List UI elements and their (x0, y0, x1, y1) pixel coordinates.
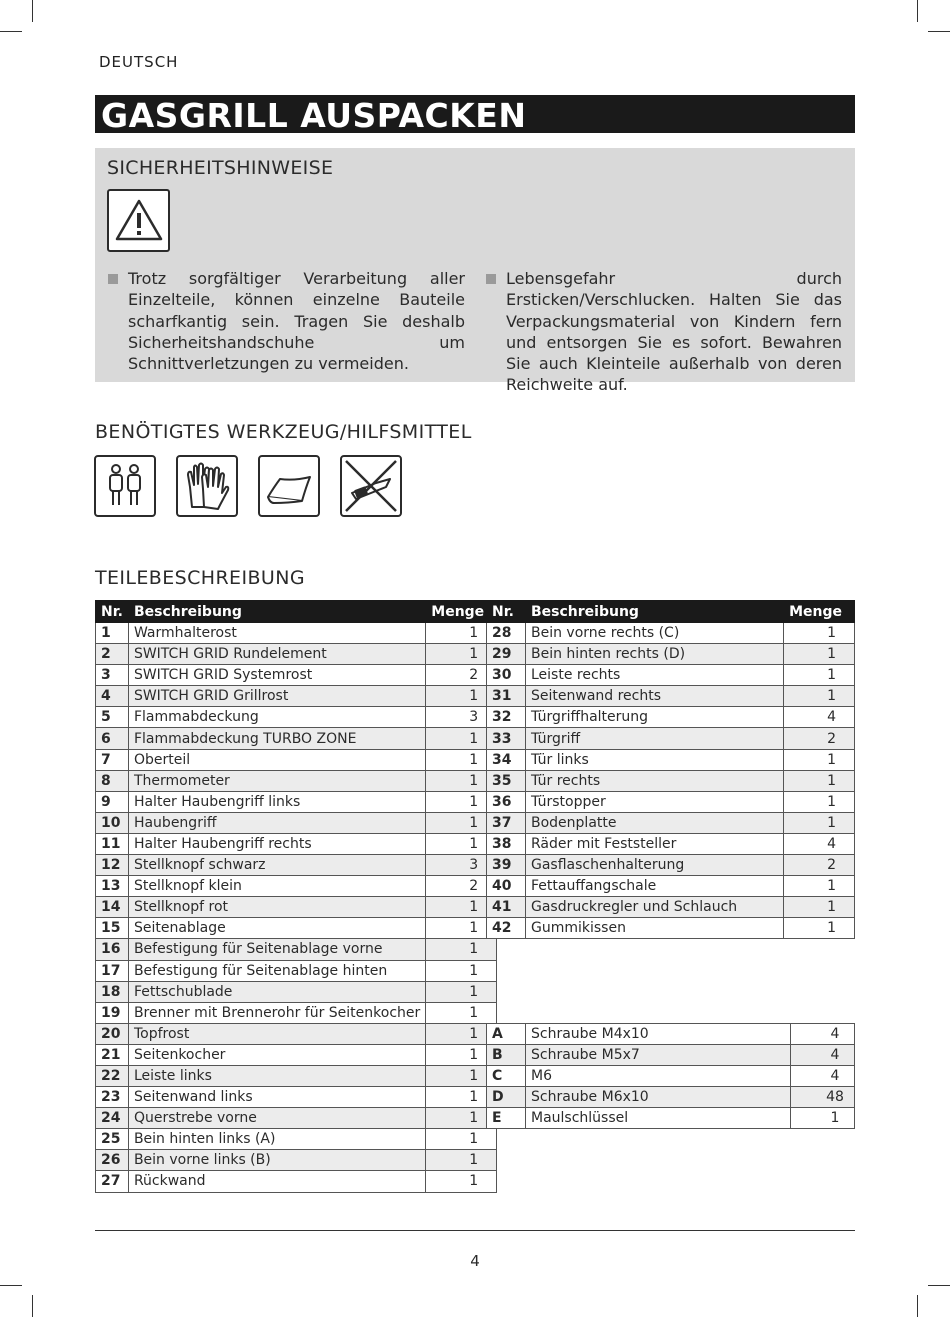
table-row (96, 644, 497, 665)
part-quantity: 4 (791, 1045, 855, 1066)
part-quantity: 1 (426, 770, 497, 791)
part-quantity: 2 (426, 665, 497, 686)
part-quantity: 3 (426, 707, 497, 728)
part-number: 14 (96, 897, 129, 918)
part-quantity: 1 (426, 833, 497, 854)
part-number: 20 (96, 1023, 129, 1044)
table-row (96, 770, 497, 791)
part-quantity: 1 (426, 728, 497, 749)
part-number: 39 (487, 855, 526, 876)
table-row (96, 749, 497, 770)
part-description: Tür links (526, 749, 784, 770)
part-description: SWITCH GRID Grillrost (128, 686, 425, 707)
col-qty: Menge (784, 601, 855, 623)
safety-note-suffocation (486, 268, 842, 396)
part-description: Seitenkocher (128, 1044, 425, 1065)
crop-mark (917, 0, 918, 22)
part-quantity: 1 (426, 1002, 497, 1023)
part-quantity: 2 (784, 728, 855, 749)
part-quantity: 1 (426, 1129, 497, 1150)
part-quantity: 1 (784, 897, 855, 918)
safety-notes-box (95, 148, 855, 395)
part-description: Türgriff (526, 728, 784, 749)
table-row (96, 812, 497, 833)
part-description: Brenner mit Brennerohr für Seitenkocher (128, 1002, 425, 1023)
safety-note-text: Lebensgefahr durch Ersticken/Verschlucken. Halten Sie das Verpackungsmaterial von Kindern fern und entsorgen Sie es sofort. Bewahren Sie auch Kleinteile außerhalb von deren Reichweite auf. (506, 269, 842, 395)
table-row (487, 812, 855, 833)
part-description: Befestigung für Seitenablage hinten (128, 960, 425, 981)
part-quantity: 1 (426, 644, 497, 665)
part-description: Thermometer (128, 770, 425, 791)
part-description: Leiste rechts (526, 665, 784, 686)
part-number: 37 (487, 812, 526, 833)
part-quantity: 1 (426, 623, 497, 644)
table-row (487, 855, 855, 876)
part-number: C (487, 1066, 526, 1087)
part-description: Schraube M4x10 (526, 1024, 791, 1045)
table-row (487, 897, 855, 918)
part-quantity: 2 (784, 855, 855, 876)
table-row (487, 686, 855, 707)
table-row (96, 981, 497, 1002)
part-description: Leiste links (128, 1065, 425, 1086)
part-quantity: 1 (426, 1044, 497, 1065)
part-quantity: 1 (426, 1087, 497, 1108)
part-description: Schraube M6x10 (526, 1087, 791, 1108)
part-number: D (487, 1087, 526, 1108)
col-qty: Menge (426, 601, 497, 623)
part-number: 6 (96, 728, 129, 749)
part-quantity: 4 (791, 1066, 855, 1087)
part-number: 9 (96, 791, 129, 812)
part-quantity: 1 (426, 981, 497, 1002)
table-row (96, 960, 497, 981)
table-row (96, 1129, 497, 1150)
table-row (487, 707, 855, 728)
part-number: 34 (487, 749, 526, 770)
language-label: DEUTSCH (99, 53, 179, 71)
part-number: 22 (96, 1065, 129, 1086)
part-description: Seitenablage (128, 918, 425, 939)
table-row (96, 1087, 497, 1108)
no-knife-icon (340, 455, 402, 517)
part-number: 8 (96, 770, 129, 791)
part-number: 5 (96, 707, 129, 728)
part-quantity: 1 (426, 939, 497, 960)
crop-mark (32, 0, 33, 22)
part-quantity: 1 (784, 665, 855, 686)
part-description: M6 (526, 1066, 791, 1087)
safety-heading: SICHERHEITSHINWEISE (107, 157, 334, 179)
part-description: Bein vorne links (B) (128, 1150, 425, 1171)
part-number: 21 (96, 1044, 129, 1065)
part-quantity: 2 (426, 876, 497, 897)
part-description: Topfrost (128, 1023, 425, 1044)
part-description: Tür rechts (526, 770, 784, 791)
part-quantity: 1 (426, 960, 497, 981)
table-row (96, 707, 497, 728)
part-description: Räder mit Feststeller (526, 833, 784, 854)
parts-table-left (95, 600, 497, 1193)
safety-note-sharp-edges (108, 268, 465, 374)
part-number: 7 (96, 749, 129, 770)
part-description: Bein hinten rechts (D) (526, 644, 784, 665)
part-number: 25 (96, 1129, 129, 1150)
part-quantity: 1 (784, 686, 855, 707)
table-row (96, 728, 497, 749)
part-quantity: 3 (426, 855, 497, 876)
table-row (487, 749, 855, 770)
part-quantity: 1 (426, 1108, 497, 1129)
crop-mark (917, 1295, 918, 1317)
table-row (96, 791, 497, 812)
table-row (487, 665, 855, 686)
table-row (96, 939, 497, 960)
part-description: Haubengriff (128, 812, 425, 833)
part-number: 29 (487, 644, 526, 665)
part-number: 1 (96, 623, 129, 644)
part-quantity: 1 (426, 918, 497, 939)
part-description: Bein hinten links (A) (128, 1129, 425, 1150)
part-description: Türstopper (526, 791, 784, 812)
part-number: 3 (96, 665, 129, 686)
part-description: Stellknopf schwarz (128, 855, 425, 876)
part-quantity: 1 (784, 876, 855, 897)
part-number: 24 (96, 1108, 129, 1129)
hardware-table (486, 1023, 855, 1129)
part-quantity: 1 (426, 1023, 497, 1044)
part-number: 19 (96, 1002, 129, 1023)
part-number: E (487, 1108, 526, 1129)
part-quantity: 1 (784, 812, 855, 833)
part-quantity: 1 (426, 1171, 497, 1192)
part-quantity: 1 (784, 644, 855, 665)
part-description: Flammabdeckung TURBO ZONE (128, 728, 425, 749)
part-description: Flammabdeckung (128, 707, 425, 728)
part-quantity: 48 (791, 1087, 855, 1108)
part-number: 41 (487, 897, 526, 918)
part-description: Halter Haubengriff links (128, 791, 425, 812)
crop-mark (32, 1295, 33, 1317)
part-quantity: 4 (791, 1024, 855, 1045)
part-description: Bein vorne rechts (C) (526, 623, 784, 644)
cloth-icon (258, 455, 320, 517)
part-number: 32 (487, 707, 526, 728)
part-description: SWITCH GRID Systemrost (128, 665, 425, 686)
col-desc: Beschreibung (526, 601, 784, 623)
part-description: Türgriffhalterung (526, 707, 784, 728)
table-row (96, 686, 497, 707)
table-row (96, 897, 497, 918)
page-title: GASGRILL AUSPACKEN (101, 96, 527, 135)
part-number: 23 (96, 1087, 129, 1108)
table-row (96, 665, 497, 686)
part-quantity: 1 (791, 1108, 855, 1129)
page-number: 4 (470, 1252, 480, 1270)
part-number: B (487, 1045, 526, 1066)
part-number: 10 (96, 812, 129, 833)
table-row (96, 1108, 497, 1129)
part-quantity: 1 (426, 1065, 497, 1086)
table-row (487, 833, 855, 854)
table-row (96, 1065, 497, 1086)
table-row (96, 918, 497, 939)
bullet-square-icon (108, 274, 118, 284)
part-quantity: 4 (784, 833, 855, 854)
footer-divider (95, 1230, 855, 1231)
part-quantity: 1 (426, 897, 497, 918)
tools-heading: BENÖTIGTES WERKZEUG/HILFSMITTEL (95, 421, 472, 443)
table-row (487, 791, 855, 812)
part-number: 40 (487, 876, 526, 897)
part-number: A (487, 1024, 526, 1045)
table-row (487, 1045, 855, 1066)
table-row (96, 855, 497, 876)
part-description: Gasdruckregler und Schlauch (526, 897, 784, 918)
part-quantity: 1 (784, 791, 855, 812)
crop-mark (928, 31, 950, 32)
parts-table-right (486, 600, 855, 939)
col-nr: Nr. (96, 601, 129, 623)
table-row (487, 876, 855, 897)
part-description: Stellknopf klein (128, 876, 425, 897)
part-description: Maulschlüssel (526, 1108, 791, 1129)
part-description: Warmhalterost (128, 623, 425, 644)
table-row (96, 876, 497, 897)
table-row (487, 644, 855, 665)
table-row (487, 1066, 855, 1087)
part-number: 4 (96, 686, 129, 707)
part-number: 17 (96, 960, 129, 981)
part-description: Befestigung für Seitenablage vorne (128, 939, 425, 960)
part-number: 26 (96, 1150, 129, 1171)
part-description: Rückwand (128, 1171, 425, 1192)
part-description: Querstrebe vorne (128, 1108, 425, 1129)
part-number: 31 (487, 686, 526, 707)
warning-triangle-icon (107, 189, 170, 252)
part-number: 27 (96, 1171, 129, 1192)
part-number: 12 (96, 855, 129, 876)
table-row (96, 1044, 497, 1065)
title-bar (95, 95, 855, 133)
part-quantity: 1 (426, 812, 497, 833)
table-row (487, 1108, 855, 1129)
part-quantity: 1 (426, 791, 497, 812)
part-quantity: 1 (784, 770, 855, 791)
part-description: Fettschublade (128, 981, 425, 1002)
part-number: 2 (96, 644, 129, 665)
part-description: Gasflaschenhalterung (526, 855, 784, 876)
bullet-square-icon (486, 274, 496, 284)
part-number: 13 (96, 876, 129, 897)
part-description: Halter Haubengriff rechts (128, 833, 425, 854)
two-persons-icon (94, 455, 156, 517)
part-description: Stellknopf rot (128, 897, 425, 918)
part-number: 18 (96, 981, 129, 1002)
parts-heading: TEILEBESCHREIBUNG (95, 567, 305, 589)
part-number: 33 (487, 728, 526, 749)
part-quantity: 1 (784, 623, 855, 644)
crop-mark (0, 1285, 22, 1286)
col-desc: Beschreibung (128, 601, 425, 623)
table-row (96, 1150, 497, 1171)
part-number: 35 (487, 770, 526, 791)
table-row (487, 1024, 855, 1045)
part-description: SWITCH GRID Rundelement (128, 644, 425, 665)
part-quantity: 1 (426, 749, 497, 770)
table-row (96, 623, 497, 644)
part-description: Gummikissen (526, 918, 784, 939)
part-number: 11 (96, 833, 129, 854)
crop-mark (928, 1285, 950, 1286)
part-description: Schraube M5x7 (526, 1045, 791, 1066)
part-number: 36 (487, 791, 526, 812)
table-row (487, 1087, 855, 1108)
table-row (96, 1002, 497, 1023)
table-row (487, 918, 855, 939)
table-row (487, 623, 855, 644)
part-description: Seitenwand rechts (526, 686, 784, 707)
part-number: 42 (487, 918, 526, 939)
part-number: 15 (96, 918, 129, 939)
part-description: Bodenplatte (526, 812, 784, 833)
gloves-icon (176, 455, 238, 517)
col-nr: Nr. (487, 601, 526, 623)
part-description: Fettauffangschale (526, 876, 784, 897)
part-number: 28 (487, 623, 526, 644)
part-quantity: 1 (784, 749, 855, 770)
table-row (96, 833, 497, 854)
safety-note-text: Trotz sorgfältiger Verarbeitung aller Einzelteile, können einzelne Bauteile scharfkantig sein. Tragen Sie deshalb Sicherheitshandschuhe um Schnittverletzungen zu vermeiden. (128, 269, 465, 374)
table-row (96, 1023, 497, 1044)
part-quantity: 1 (426, 686, 497, 707)
part-description: Oberteil (128, 749, 425, 770)
table-row (96, 1171, 497, 1192)
part-number: 30 (487, 665, 526, 686)
part-description: Seitenwand links (128, 1087, 425, 1108)
table-row (487, 728, 855, 749)
part-quantity: 4 (784, 707, 855, 728)
crop-mark (0, 31, 22, 32)
part-number: 16 (96, 939, 129, 960)
table-row (487, 770, 855, 791)
part-quantity: 1 (784, 918, 855, 939)
part-number: 38 (487, 833, 526, 854)
part-quantity: 1 (426, 1150, 497, 1171)
